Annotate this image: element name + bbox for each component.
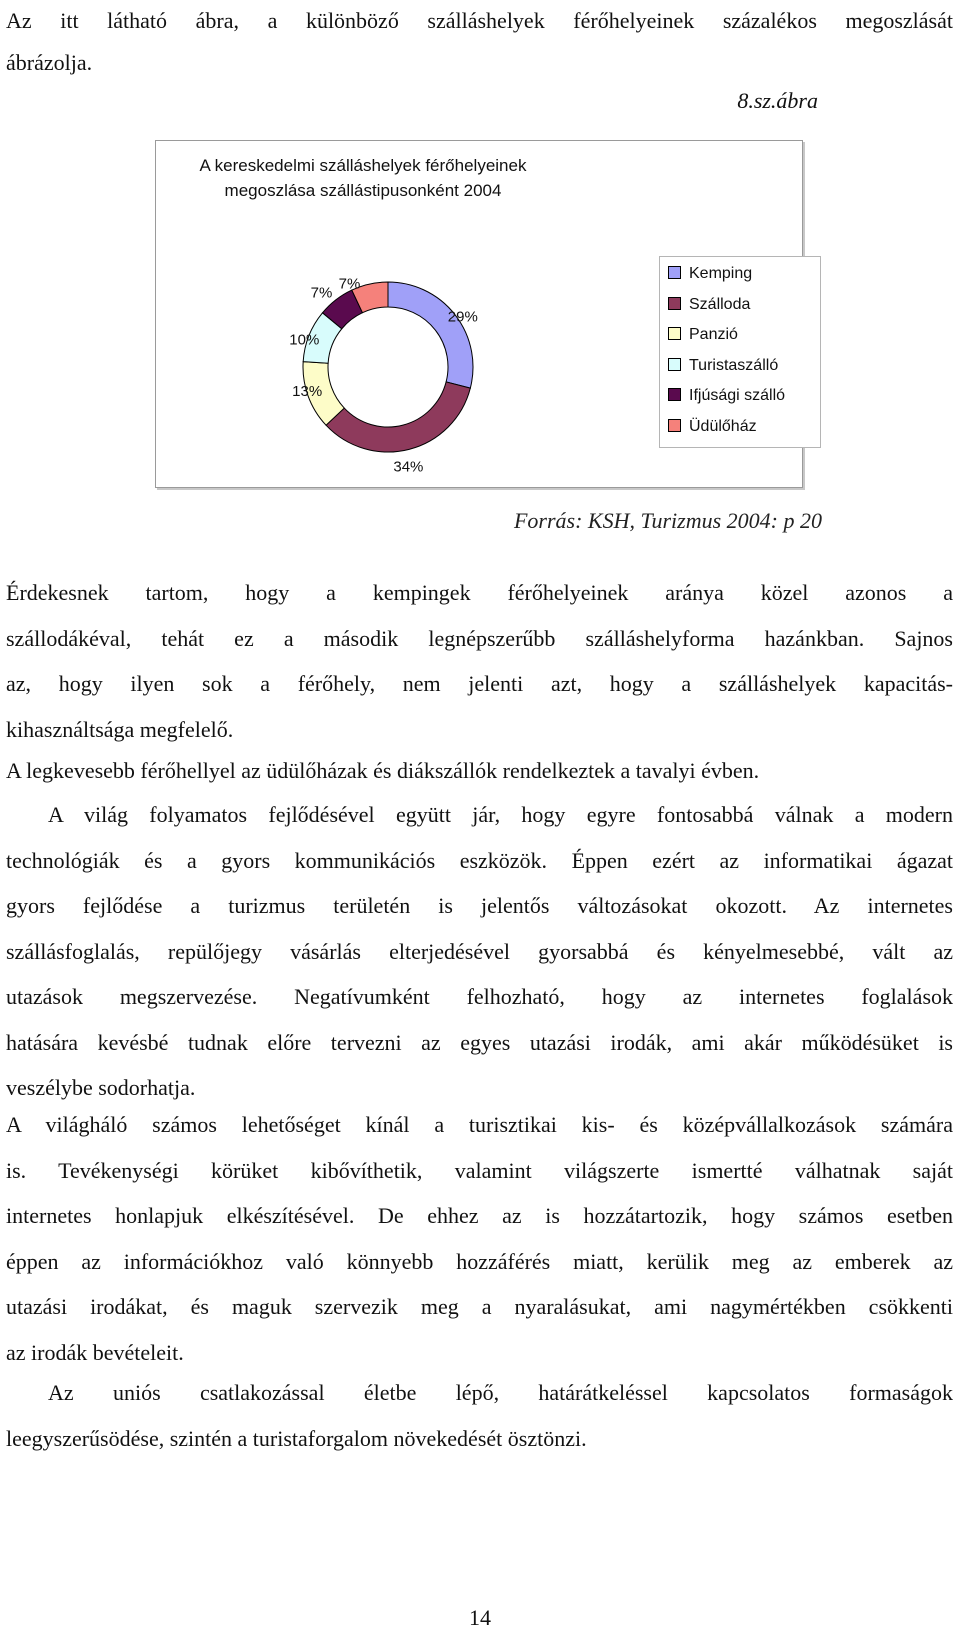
text-line: internetes honlapjuk elkészítésével. De ehhez az is hozzátartozik, hogy számos esetben [6,1203,953,1228]
chart-slice-szálloda [326,382,470,452]
text-line: ábrázolja. [6,50,93,75]
chart-data-label: 29% [447,308,478,326]
legend-label: Ifjúsági szálló [689,387,786,404]
text-line: az irodák bevételeit. [6,1339,184,1365]
text-line: utazási irodákat, és maguk szervezik meg a nyaralásukat, ami nagymértékben csökkenti [6,1294,953,1319]
text-line: utazások megszervezése. Negatívumként felhozható, hogy az internetes foglalások [6,984,953,1009]
body-paragraph [6,748,953,794]
chart-slice-kemping [388,282,473,388]
text-line: szállásfoglalás, repülőjegy vásárlás elterjedésével gyorsabbá és kényelmesebbé, vált az [6,938,953,964]
text-line: szállodákéval, tehát ez a második legnépszerűbb szálláshelyforma hazánkban. Sajnos [6,625,953,651]
text-line: is. Tevékenységi körüket kibővíthetik, valamint világszerte ismertté válhatnak saját [6,1157,953,1183]
legend-label: Kemping [689,265,753,282]
legend-swatch [668,327,681,340]
figure-source: Forrás: KSH, Turizmus 2004: p 20 [513,508,822,533]
text-line: Az uniós csatlakozással életbe lépő, határátkeléssel kapcsolatos formaságok [48,1380,953,1405]
body-paragraph [6,1370,953,1461]
chart-legend [659,256,821,448]
legend-item [668,387,785,405]
intro-paragraph [6,0,953,84]
legend-label: Turistaszálló [689,356,779,374]
text-line: A világháló számos lehetőséget kínál a turisztikai kis- és középvállalkozások számára [6,1112,953,1137]
legend-swatch [668,297,681,310]
chart-data-label: 13% [292,383,323,401]
legend-item [668,418,757,436]
legend-item [668,357,778,375]
text-line: az, hogy ilyen sok a férőhely, nem jelenti azt, hogy a szálláshelyek kapacitás- [6,671,953,696]
text-line: A legkevesebb férőhellyel az üdülőházak és diákszállók rendelkeztek a tavalyi évben. [6,758,760,783]
legend-label: Panzió [689,326,738,343]
text-line: technológiák és a gyors kommunikációs eszközök. Éppen ezért az informatikai ágazat [6,847,953,873]
text-line: éppen az információkhoz való könnyebb hozzáférés miatt, kerülik meg az emberek az [6,1248,953,1274]
body-paragraph [6,792,953,1111]
chart-data-label: 10% [289,331,320,349]
chart-title-line: megoszlása szállástipusonként 2004 [224,181,502,200]
legend-swatch [668,266,681,279]
figure-label: 8.sz.ábra [737,88,818,113]
text-line: kihasználtsága megfelelő. [6,716,234,742]
chart-data-label: 7% [310,284,333,302]
text-line: gyors fejlődése a turizmus területén is jelentős változásokat okozott. Az internetes [6,893,953,918]
legend-item [668,326,738,344]
text-line: leegyszerűsödése, szintén a turistaforgalom növekedését ösztönzi. [6,1425,587,1451]
chart-title-line: A kereskedelmi szálláshelyek férőhelyeinek [199,156,527,175]
legend-swatch [668,419,681,432]
text-line: hatására kevésbé tudnak előre tervezni az egyes utazási irodák, ami akár működésüket is [6,1029,953,1055]
body-paragraph [6,1102,953,1375]
doughnut-chart [155,140,803,488]
page-number: 14 [469,1605,491,1630]
text-line: veszélybe sodorhatja. [6,1075,196,1100]
text-line: Az itt látható ábra, a különböző szálláshelyek férőhelyeinek százalékos megoszlását [6,8,953,33]
legend-label: Üdülőház [689,417,757,435]
text-line: Érdekesnek tartom, hogy a kempingek férőhelyeinek aránya közel azonos a [6,580,953,605]
chart-data-label: 34% [393,458,424,476]
body-paragraph [6,570,953,752]
legend-swatch [668,358,681,371]
text-line: A világ folyamatos fejlődésével együtt jár, hogy egyre fontosabbá válnak a modern [48,802,953,827]
legend-item [668,296,750,314]
legend-swatch [668,388,681,401]
chart-data-label: 7% [338,275,361,293]
legend-label: Szálloda [689,295,751,313]
legend-item [668,265,752,283]
